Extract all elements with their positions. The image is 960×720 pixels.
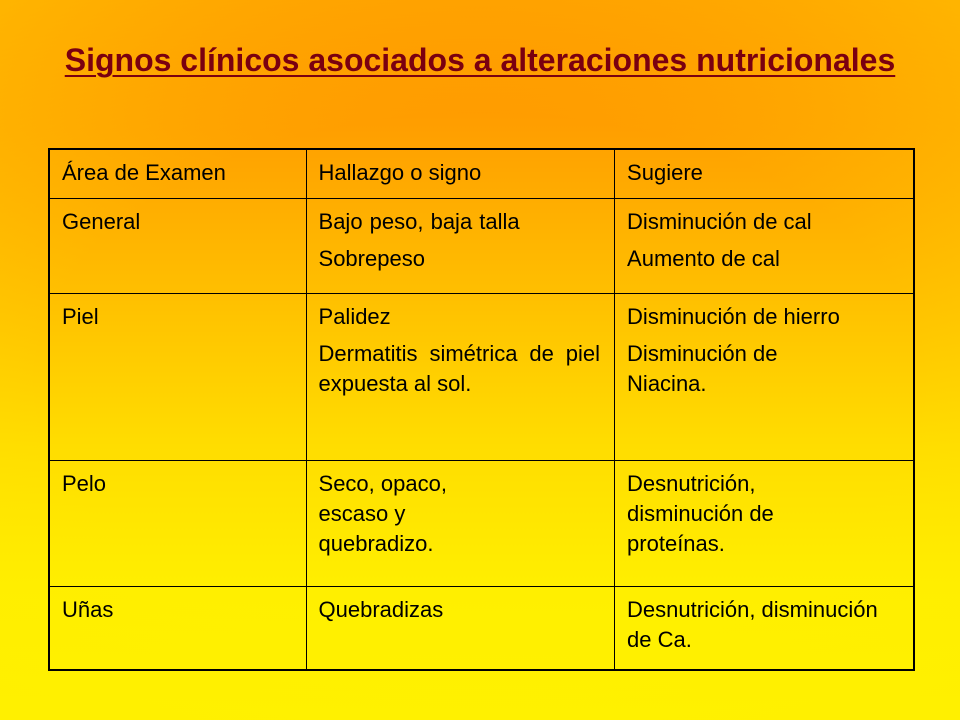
cell-area: General xyxy=(49,198,306,293)
suggest-line: Disminución de hierro xyxy=(627,303,840,329)
slide-title-text: Signos clínicos asociados a alteraciones nutricionales xyxy=(64,42,896,78)
cell-area: Piel xyxy=(49,293,306,460)
cell-suggests xyxy=(615,293,914,460)
suggest-line: Aumento de cal xyxy=(627,245,780,271)
finding-line: Dermatitis simétrica de piel expuesta al sol. xyxy=(318,340,601,396)
suggest-line: Desnutrición, disminución de Ca. xyxy=(627,596,878,652)
clinical-signs-table xyxy=(48,148,915,671)
suggest-line: Disminución de cal xyxy=(627,208,812,234)
header-finding: Hallazgo o signo xyxy=(306,149,615,198)
finding-line: Bajo peso, baja talla xyxy=(318,208,520,234)
cell-findings xyxy=(306,460,615,586)
suggest-line: Desnutrición, disminución de proteínas. xyxy=(627,470,774,556)
table-row xyxy=(49,586,914,670)
suggest-line: Disminución de Niacina. xyxy=(627,340,778,396)
table-header-row xyxy=(49,149,914,198)
header-area: Área de Examen xyxy=(49,149,306,198)
cell-suggests xyxy=(615,460,914,586)
cell-area: Pelo xyxy=(49,460,306,586)
cell-findings xyxy=(306,586,615,670)
table-row xyxy=(49,460,914,586)
cell-findings xyxy=(306,293,615,460)
finding-line: Palidez xyxy=(318,303,391,329)
table-row xyxy=(49,293,914,460)
finding-line: Seco, opaco, escaso y quebradizo. xyxy=(318,470,447,556)
finding-line: Sobrepeso xyxy=(318,245,425,271)
cell-suggests xyxy=(615,198,914,293)
cell-findings xyxy=(306,198,615,293)
header-suggests: Sugiere xyxy=(615,149,914,198)
cell-area: Uñas xyxy=(49,586,306,670)
finding-line: Quebradizas xyxy=(318,596,444,622)
slide-title xyxy=(60,38,900,82)
table-row xyxy=(49,198,914,293)
cell-suggests xyxy=(615,586,914,670)
